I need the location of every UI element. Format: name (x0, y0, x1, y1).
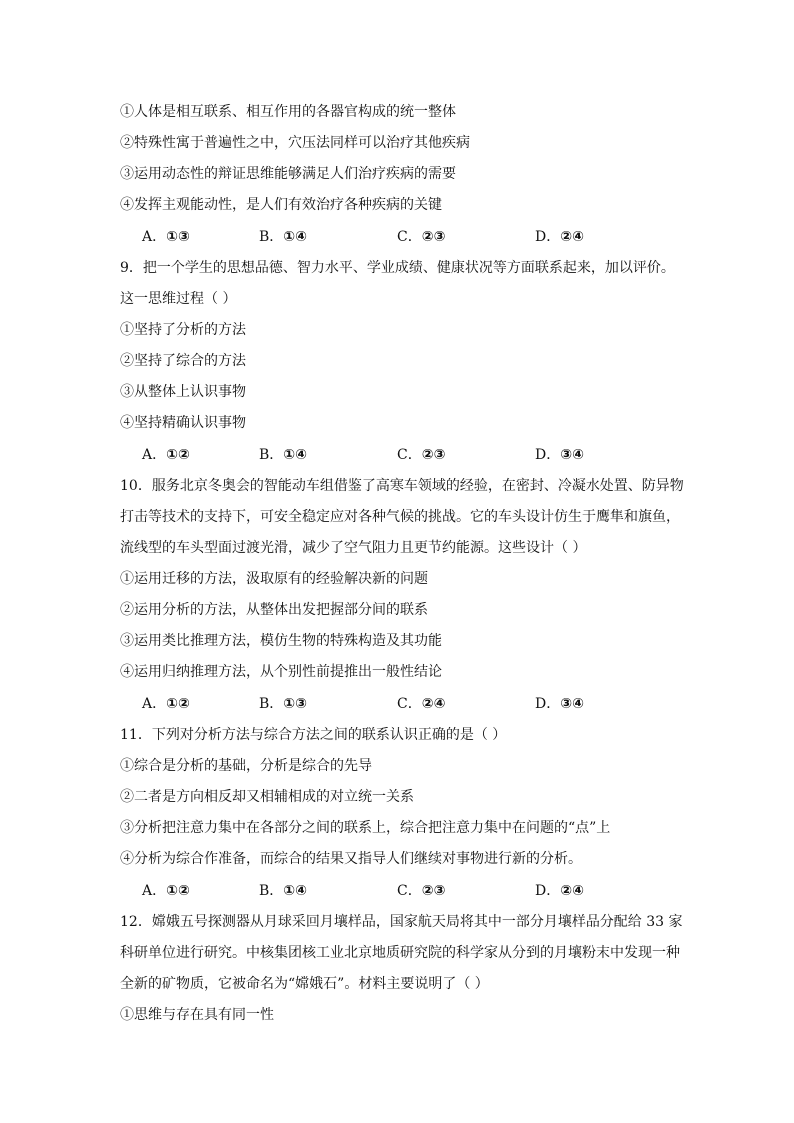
q10-stem-line-2: 打击等技术的支持下，可安全稳定应对各种气候的挑战。它的车头设计仿生于鹰隼和旗鱼， (120, 509, 680, 525)
q11-statement-4: ④分析为综合作准备，而综合的结果又指导人们继续对事物进行新的分析。 (120, 851, 582, 867)
q8-option-a: A．①③ (142, 229, 190, 245)
q8-option-b: B．①④ (259, 229, 308, 245)
q11-statement-1: ①综合是分析的基础，分析是综合的先导 (120, 758, 372, 774)
q10-stem-line-3: 流线型的车头型面过渡光滑，减少了空气阻力且更节约能源。这些设计（ ） (120, 540, 587, 556)
q9-stem-line-2: 这一思维过程（ ） (120, 291, 237, 307)
q10-options (142, 694, 662, 714)
q9-option-d: D．③④ (535, 447, 584, 463)
q10-option-c: C．②④ (397, 696, 446, 712)
q10-option-d: D．③④ (535, 696, 584, 712)
q11-option-a: A．①② (142, 883, 190, 899)
q9-option-a: A．①② (142, 447, 190, 463)
q9-statement-4: ④坚持精确认识事物 (120, 415, 246, 431)
q10-stem-line-1: 10．服务北京冬奥会的智能动车组借鉴了高寒车领域的经验，在密封、冷凝水处置、防异物 (120, 478, 684, 494)
q11-options (142, 881, 662, 901)
q10-statement-4: ④运用归纳推理方法，从个别性前提推出一般性结论 (120, 664, 442, 680)
q9-stem-line-1: 9．把一个学生的思想品德、智力水平、学业成绩、健康状况等方面联系起来，加以评价。 (120, 260, 675, 276)
q12-stem-line-3: 全新的矿物质，它被命名为“嫦娥石”。材料主要说明了（ ） (120, 976, 489, 992)
q9-statement-2: ②坚持了综合的方法 (120, 353, 246, 369)
q11-option-b: B．①④ (259, 883, 308, 899)
q8-options (142, 227, 662, 247)
q10-option-a: A．①② (142, 696, 190, 712)
q11-stem-line-1: 11．下列对分析方法与综合方法之间的联系认识正确的是（ ） (120, 727, 507, 743)
q9-option-c: C．②③ (397, 447, 446, 463)
q9-option-b: B．①④ (259, 447, 308, 463)
q10-statement-3: ③运用类比推理方法，模仿生物的特殊构造及其功能 (120, 633, 442, 649)
q9-statement-1: ①坚持了分析的方法 (120, 322, 246, 338)
q8-statement-3: ③运用动态性的辩证思维能够满足人们治疗疾病的需要 (120, 166, 456, 182)
q11-option-d: D．②④ (535, 883, 584, 899)
q8-statement-1: ①人体是相互联系、相互作用的各器官构成的统一整体 (120, 104, 456, 120)
q9-options (142, 445, 662, 465)
q9-statement-3: ③从整体上认识事物 (120, 384, 246, 400)
q8-statement-4: ④发挥主观能动性，是人们有效治疗各种疾病的关键 (120, 197, 442, 213)
q12-stem-line-2: 科研单位进行研究。中核集团核工业北京地质研究院的科学家从分到的月壤粉末中发现一种 (120, 945, 680, 961)
q10-statement-2: ②运用分析的方法，从整体出发把握部分间的联系 (120, 602, 428, 618)
q8-option-d: D．②④ (535, 229, 584, 245)
q11-statement-2: ②二者是方向相反却又相辅相成的对立统一关系 (120, 789, 414, 805)
q11-option-c: C．②③ (397, 883, 446, 899)
q11-statement-3: ③分析把注意力集中在各部分之间的联系上，综合把注意力集中在问题的“点”上 (120, 820, 611, 836)
q12-statement-1: ①思维与存在具有同一性 (120, 1007, 274, 1023)
q8-statement-2: ②特殊性寓于普遍性之中，穴压法同样可以治疗其他疾病 (120, 135, 470, 151)
q10-statement-1: ①运用迁移的方法，汲取原有的经验解决新的问题 (120, 571, 428, 587)
q12-stem-line-1: 12．嫦娥五号探测器从月球采回月壤样品，国家航天局将其中一部分月壤样品分配给 33 家 (120, 914, 683, 930)
q10-option-b: B．①③ (259, 696, 308, 712)
q8-option-c: C．②③ (397, 229, 446, 245)
